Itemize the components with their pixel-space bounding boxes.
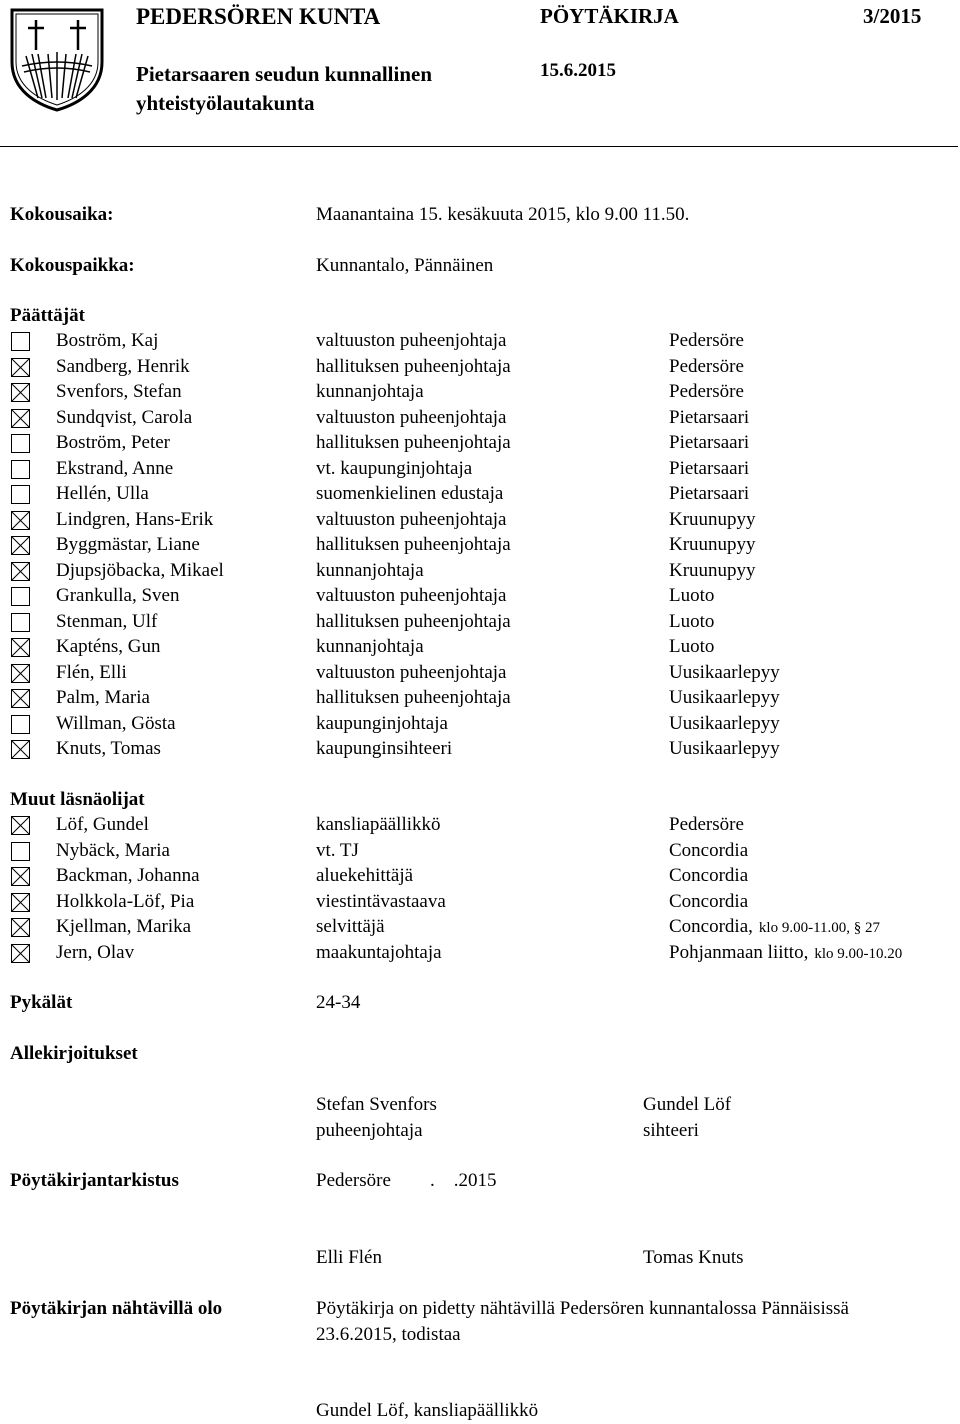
display-label: Pöytäkirjan nähtävillä olo <box>10 1298 223 1319</box>
checked-box-icon[interactable] <box>11 893 30 912</box>
attendee-role: valtuuston puheenjohtaja <box>316 508 507 530</box>
decision-makers-heading: Päättäjät <box>10 305 85 326</box>
attendee-municipality <box>669 687 780 709</box>
attendee-municipality <box>669 662 780 684</box>
attendee-role: hallituksen puheenjohtaja <box>316 355 511 377</box>
minutes-check-place: Pedersöre <box>316 1170 391 1191</box>
attendee-role: maakuntajohtaja <box>316 941 442 963</box>
pykalat-value: 24-34 <box>316 992 361 1013</box>
attendee-municipality <box>669 840 748 862</box>
attendee-row <box>0 687 960 712</box>
attendee-name: Byggmästar, Liane <box>56 534 200 555</box>
attendee-place-text: Pietarsaari <box>669 406 750 428</box>
unchecked-box-icon[interactable] <box>11 613 30 632</box>
header-divider <box>0 146 958 147</box>
attendee-row <box>0 534 960 559</box>
attendee-name: Svenfors, Stefan <box>56 381 182 402</box>
attendee-name: Boström, Peter <box>56 432 170 453</box>
attendee-role: aluekehittäjä <box>316 865 414 886</box>
attendee-row <box>0 738 960 763</box>
attendee-row <box>0 483 960 508</box>
attendee-row <box>0 509 960 534</box>
document-type: PÖYTÄKIRJA <box>540 4 679 28</box>
attendee-name: Sandberg, Henrik <box>56 355 190 377</box>
attendee-municipality <box>669 534 756 556</box>
attendee-name: Sundqvist, Carola <box>56 406 193 428</box>
attendee-role: hallituksen puheenjohtaja <box>316 610 511 632</box>
unchecked-box-icon[interactable] <box>11 460 30 479</box>
attendee-row <box>0 636 960 661</box>
attendee-municipality <box>669 381 744 403</box>
minutes-check-label: Pöytäkirjantarkistus <box>10 1170 179 1191</box>
attendee-role: kaupunginjohtaja <box>316 712 448 734</box>
checked-box-icon[interactable] <box>11 944 30 963</box>
attendee-name: Palm, Maria <box>56 687 150 708</box>
attendee-place-text: Luoto <box>669 585 715 606</box>
checked-box-icon[interactable] <box>11 867 30 886</box>
meeting-place-value: Kunnantalo, Pännäinen <box>316 255 494 276</box>
attendee-role: hallituksen puheenjohtaja <box>316 432 511 453</box>
attendee-role: selvittäjä <box>316 916 385 937</box>
attendee-municipality <box>669 483 749 505</box>
attendee-place-text: Concordia, <box>669 916 753 937</box>
attendee-municipality <box>669 611 714 633</box>
attendee-name: Willman, Gösta <box>56 712 176 734</box>
signer1-title: puheenjohtaja <box>316 1120 423 1141</box>
attendee-role: valtuuston puheenjohtaja <box>316 330 507 351</box>
attendee-municipality <box>669 432 749 454</box>
attendee-place-text: Pedersöre <box>669 814 744 835</box>
attendee-row <box>0 865 960 890</box>
attendee-row <box>0 560 960 585</box>
attendee-place-text: Pietarsaari <box>669 483 750 504</box>
attendee-note: klo 9.00-11.00, § 27 <box>758 920 881 936</box>
attendee-place-text: Pohjanmaan liitto, <box>669 941 809 963</box>
coat-of-arms-icon <box>8 6 106 112</box>
attendee-municipality <box>669 738 780 760</box>
checked-box-icon[interactable] <box>11 918 30 937</box>
attendee-place-text: Pedersöre <box>669 330 744 351</box>
attendee-name: Knuts, Tomas <box>56 738 161 759</box>
attendee-place-text: Uusikaarlepyy <box>669 738 780 759</box>
attendee-role: kunnanjohtaja <box>316 636 424 657</box>
unchecked-box-icon[interactable] <box>11 434 30 453</box>
attendee-municipality <box>669 713 780 735</box>
attendee-municipality <box>669 560 756 582</box>
attendee-name: Hellén, Ulla <box>56 483 149 504</box>
attendee-row <box>0 942 960 967</box>
attendee-row <box>0 432 960 457</box>
attendee-role: valtuuston puheenjohtaja <box>316 661 507 683</box>
minutes-check-date: . .2015 <box>430 1170 497 1191</box>
attendee-municipality <box>669 585 714 607</box>
checked-box-icon[interactable] <box>11 638 30 657</box>
attendee-row <box>0 407 960 432</box>
signer1-name: Stefan Svenfors <box>316 1094 437 1115</box>
attendee-row <box>0 611 960 636</box>
attendee-role: vt. TJ <box>316 839 359 861</box>
committee-name-line2: yhteistyölautakunta <box>136 91 315 115</box>
attendee-row <box>0 891 960 916</box>
attendee-name: Grankulla, Sven <box>56 585 180 606</box>
attendee-role: kansliapäällikkö <box>316 814 441 835</box>
signer2-title: sihteeri <box>643 1120 699 1141</box>
attendee-row <box>0 916 960 941</box>
attendee-municipality <box>669 407 749 429</box>
unchecked-box-icon[interactable] <box>11 715 30 734</box>
attendee-row <box>0 458 960 483</box>
attendee-role: kunnanjohtaja <box>316 559 424 581</box>
attendee-row <box>0 840 960 865</box>
attendee-row <box>0 330 960 355</box>
checked-box-icon[interactable] <box>11 358 30 377</box>
attendee-note: klo 9.00-10.20 <box>814 945 903 962</box>
meeting-time-label: Kokousaika: <box>10 204 114 225</box>
checked-box-icon[interactable] <box>11 511 30 530</box>
attendee-name: Lindgren, Hans-Erik <box>56 508 214 530</box>
attendee-role: kunnanjohtaja <box>316 381 424 402</box>
attendee-municipality <box>669 356 744 378</box>
attendee-name: Kapténs, Gun <box>56 636 161 657</box>
attendee-municipality <box>669 458 749 480</box>
attendee-place-text: Pedersöre <box>669 355 744 377</box>
pykalat-label: Pykälät <box>10 992 73 1013</box>
attendee-name: Jern, Olav <box>56 941 135 963</box>
attendee-place-text: Pietarsaari <box>669 457 750 479</box>
meeting-time-value: Maanantaina 15. kesäkuuta 2015, klo 9.00 11.50. <box>316 204 690 225</box>
attendee-municipality <box>669 865 748 887</box>
attendee-row <box>0 713 960 738</box>
attendee-name: Löf, Gundel <box>56 814 149 835</box>
attendee-place-text: Luoto <box>669 636 715 657</box>
attendee-name: Nybäck, Maria <box>56 839 170 861</box>
attendee-municipality <box>669 891 748 913</box>
signer2-name: Gundel Löf <box>643 1094 732 1115</box>
attendee-row <box>0 814 960 839</box>
attendee-place-text: Uusikaarlepyy <box>669 687 780 708</box>
unchecked-box-icon[interactable] <box>11 587 30 606</box>
attendee-name: Backman, Johanna <box>56 865 200 886</box>
checked-box-icon[interactable] <box>11 740 30 759</box>
unchecked-box-icon[interactable] <box>11 485 30 504</box>
attendee-place-text: Pietarsaari <box>669 432 750 453</box>
attendee-name: Holkkola-Löf, Pia <box>56 890 195 912</box>
checked-box-icon[interactable] <box>11 383 30 402</box>
attendee-name: Kjellman, Marika <box>56 916 192 937</box>
document-date: 15.6.2015 <box>540 60 616 81</box>
attendee-role: kaupunginsihteeri <box>316 738 453 759</box>
display-text-line2: 23.6.2015, todistaa <box>316 1324 461 1345</box>
unchecked-box-icon[interactable] <box>11 332 30 351</box>
checked-box-icon[interactable] <box>11 689 30 708</box>
checked-box-icon[interactable] <box>11 664 30 683</box>
checker1-name: Elli Flén <box>316 1247 382 1268</box>
organization-name: PEDERSÖREN KUNTA <box>136 4 381 29</box>
checked-box-icon[interactable] <box>11 562 30 581</box>
attendee-role: valtuuston puheenjohtaja <box>316 585 507 606</box>
attendee-name: Flén, Elli <box>56 661 127 683</box>
attendee-municipality <box>669 330 744 352</box>
attendee-name: Ekstrand, Anne <box>56 457 174 479</box>
attendee-name: Stenman, Ulf <box>56 610 158 632</box>
attendee-role: vt. kaupunginjohtaja <box>316 457 473 479</box>
attendee-place-text: Kruunupyy <box>669 534 756 555</box>
display-text-line1: Pöytäkirja on pidetty nähtävillä Pedersören kunnantalossa Pännäisissä <box>316 1298 849 1319</box>
attendee-municipality <box>669 916 880 938</box>
attendee-role: viestintävastaava <box>316 890 446 912</box>
committee-name-line1: Pietarsaaren seudun kunnallinen <box>136 62 433 86</box>
checked-box-icon[interactable] <box>11 816 30 835</box>
attendee-place-text: Uusikaarlepyy <box>669 712 780 734</box>
display-signer: Gundel Löf, kansliapäällikkö <box>316 1400 539 1421</box>
document-number: 3/2015 <box>863 4 922 28</box>
signatures-label: Allekirjoitukset <box>10 1043 138 1064</box>
checked-box-icon[interactable] <box>11 409 30 428</box>
attendee-row <box>0 662 960 687</box>
attendee-place-text: Uusikaarlepyy <box>669 661 780 683</box>
attendee-municipality <box>669 942 902 964</box>
attendee-role: hallituksen puheenjohtaja <box>316 534 511 555</box>
attendee-role: suomenkielinen edustaja <box>316 483 504 504</box>
attendee-place-text: Concordia <box>669 839 749 861</box>
attendee-name: Djupsjöbacka, Mikael <box>56 559 224 581</box>
attendee-row <box>0 585 960 610</box>
checker2-name: Tomas Knuts <box>643 1247 744 1268</box>
attendee-place-text: Pedersöre <box>669 381 744 402</box>
unchecked-box-icon[interactable] <box>11 842 30 861</box>
checked-box-icon[interactable] <box>11 536 30 555</box>
attendee-row <box>0 381 960 406</box>
attendee-role: valtuuston puheenjohtaja <box>316 406 507 428</box>
attendee-place-text: Kruunupyy <box>669 559 756 581</box>
attendee-role: hallituksen puheenjohtaja <box>316 687 511 708</box>
attendee-municipality <box>669 814 744 836</box>
attendee-row <box>0 356 960 381</box>
attendee-place-text: Concordia <box>669 890 749 912</box>
attendee-place-text: Kruunupyy <box>669 508 756 530</box>
meeting-place-label: Kokouspaikka: <box>10 255 135 276</box>
others-heading: Muut läsnäolijat <box>10 789 145 810</box>
attendee-place-text: Luoto <box>669 610 715 632</box>
attendee-name: Boström, Kaj <box>56 330 159 351</box>
attendee-municipality <box>669 636 714 658</box>
attendee-municipality <box>669 509 756 531</box>
attendee-place-text: Concordia <box>669 865 749 886</box>
